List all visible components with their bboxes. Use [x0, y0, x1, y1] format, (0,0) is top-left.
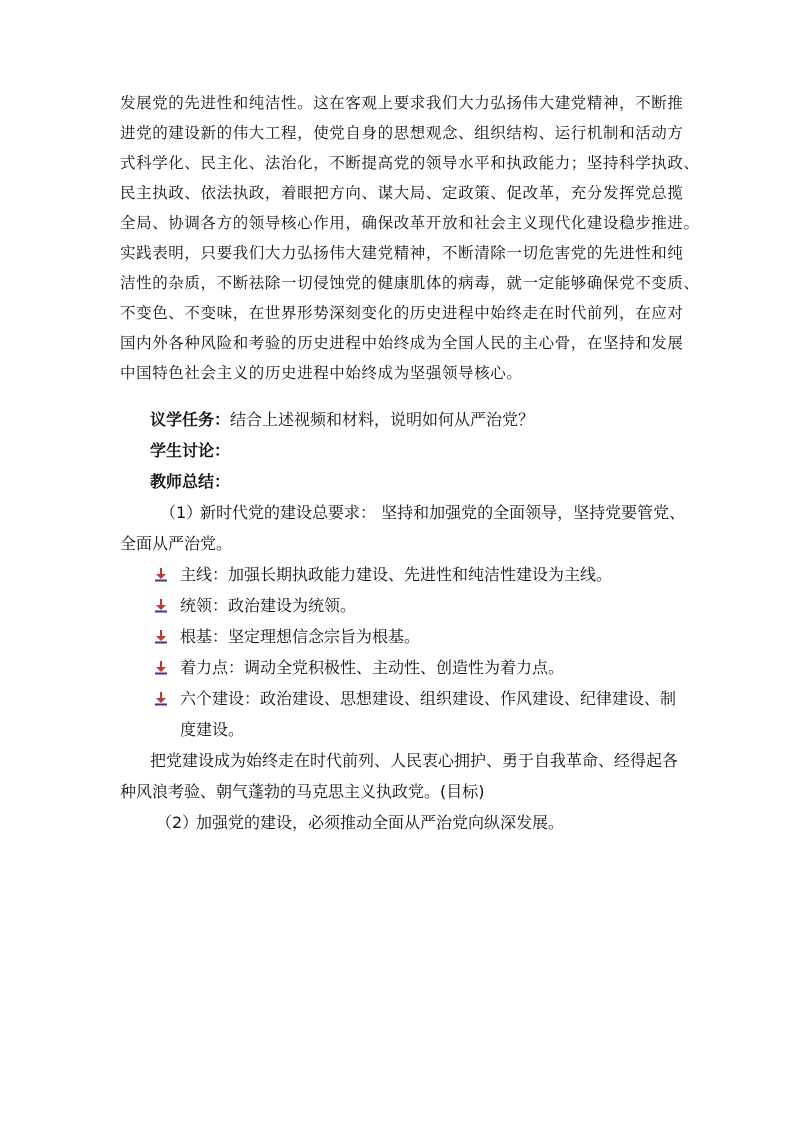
point-1-continuation: 全面从严治党。 [120, 534, 233, 553]
task-text: 结合上述视频和材料，说明如何从严治党？ [230, 410, 535, 429]
quote-line: 进党的建设新的伟大工程，使党自身的思想观念、组织结构、运行机制和活动方 [120, 124, 684, 142]
point-2-number: （2） [156, 813, 199, 832]
point-1 [120, 497, 700, 528]
quote-line: 式科学化、民主化、法治化，不断提高党的领导水平和执政能力；坚持科学执政、 [120, 154, 700, 172]
bullet-item [120, 621, 700, 652]
bullet-text: 统领：政治建设为统领。 [180, 596, 357, 615]
point-1-text: 新时代党的建设总要求： 坚持和加强党的全面领导，坚持党要管党、 [200, 503, 686, 522]
arrow-bullet-icon [154, 599, 168, 613]
arrow-bullet-icon [154, 568, 168, 582]
quote-line: 发展党的先进性和纯洁性。这在客观上要求我们大力弘扬伟大建党精神，不断推 [120, 94, 684, 112]
bullet-text: 主线：加强长期执政能力建设、先进性和纯洁性建设为主线。 [180, 565, 613, 584]
quote-line: 洁性的杂质，不断祛除一切侵蚀党的健康肌体的病毒，就一定能够确保党不变质、 [120, 274, 700, 292]
bullet-item [120, 559, 700, 590]
quote-line: 实践表明，只要我们大力弘扬伟大建党精神，不断清除一切危害党的先进性和纯 [120, 244, 684, 262]
bullet-continuation: 度建设。 [180, 720, 245, 739]
bullet-item [120, 683, 700, 714]
bullet-item [120, 652, 700, 683]
quote-line: 民主执政、依法执政，着眼把方向、谋大局、定政策、促改革，充分发挥党总揽 [120, 184, 684, 202]
bullet-text: 根基：坚定理想信念宗旨为根基。 [180, 627, 421, 646]
point-2-text: 加强党的建设，必须推动全面从严治党向纵深发展。 [196, 813, 565, 832]
bullet-text: 着力点：调动全党积极性、主动性、创造性为着力点。 [180, 658, 565, 677]
arrow-bullet-icon [154, 692, 168, 706]
arrow-bullet-icon [154, 661, 168, 675]
quoted-material [120, 88, 700, 388]
quote-line: 不变色、不变味，在世界形势深刻变化的历史进程中始终走在时代前列，在应对 [120, 304, 684, 322]
point-2 [120, 807, 700, 838]
task-row [120, 404, 700, 435]
lesson-body [120, 404, 700, 838]
task-label: 议学任务： [150, 410, 231, 429]
bullet-item [120, 590, 700, 621]
arrow-bullet-icon [154, 630, 168, 644]
goal-line: 种风浪考验、朝气蓬勃的马克思主义执政党。(目标) [120, 782, 485, 801]
discussion-label: 学生讨论： [150, 441, 231, 460]
quote-line: 国内外各种风险和考验的历史进程中始终成为全国人民的主心骨，在坚持和发展 [120, 334, 684, 352]
point-1-number: （1） [160, 503, 203, 522]
bullet-text: 六个建设：政治建设、思想建设、组织建设、作风建设、纪律建设、制 [180, 689, 677, 708]
summary-label: 教师总结： [150, 472, 231, 491]
quote-line: 中国特色社会主义的历史进程中始终成为坚强领导核心。 [120, 364, 523, 382]
quote-line: 全局、协调各方的领导核心作用，确保改革开放和社会主义现代化建设稳步推进。 [120, 214, 700, 232]
goal-line: 把党建设成为始终走在时代前列、人民衷心拥护、勇于自我革命、经得起各 [150, 751, 679, 770]
